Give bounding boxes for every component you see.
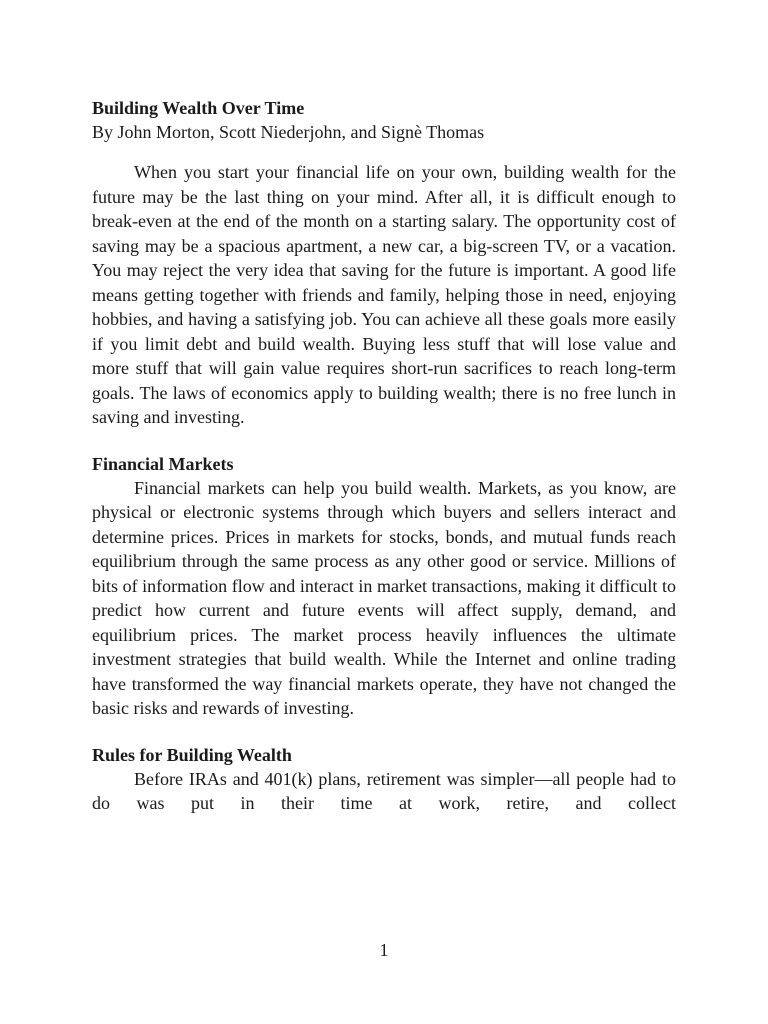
author-byline: By John Morton, Scott Niederjohn, and Signè Thomas <box>92 122 485 142</box>
rules-paragraph: Before IRAs and 401(k) plans, retirement was simpler—all people had to do was put in their time at work, retire, and collect <box>92 768 676 813</box>
financial-markets-paragraph: Financial markets can help you build wealth. Markets, as you know, are physical or electronic systems through which buyers and sellers interact and determine prices. Prices in markets for stocks, bonds, and mutual funds reach equilibrium through the same process as any other good or service. Millions of bits of information flow and interact in market transactions, making it difficult to predict how current and future events will affect supply, demand, and equilibrium prices. The market process heavily influences the ultimate investment strategies that build wealth. While the Internet and online trading have transformed the way financial markets operate, they have not changed the basic risks and rewards of investing. <box>92 477 676 718</box>
section-spacer <box>92 721 676 743</box>
document-page <box>92 96 676 816</box>
document-title: Building Wealth Over Time <box>92 98 305 118</box>
section-heading-rules-for-building-wealth: Rules for Building Wealth <box>92 744 292 765</box>
page-number: 1 <box>379 940 389 960</box>
section-heading-financial-markets: Financial Markets <box>92 453 234 474</box>
intro-paragraph: When you start your financial life on your own, building wealth for the future may be the last thing on your mind. After all, it is difficult enough to break-even at the end of the month on a starting salary. The opportunity cost of saving may be a spacious apartment, a new car, a big-screen TV, or a vacation. You may reject the very idea that saving for the future is important. A good life means getting together with friends and family, helping those in need, enjoying hobbies, and having a satisfying job. You can achieve all these goals more easily if you limit debt and build wealth. Buying less stuff that will lose value and more stuff that will gain value requires short-run sacrifices to reach long-term goals. The laws of economics apply to building wealth; there is no free lunch in saving and investing. <box>92 162 676 427</box>
section-spacer <box>92 430 676 452</box>
